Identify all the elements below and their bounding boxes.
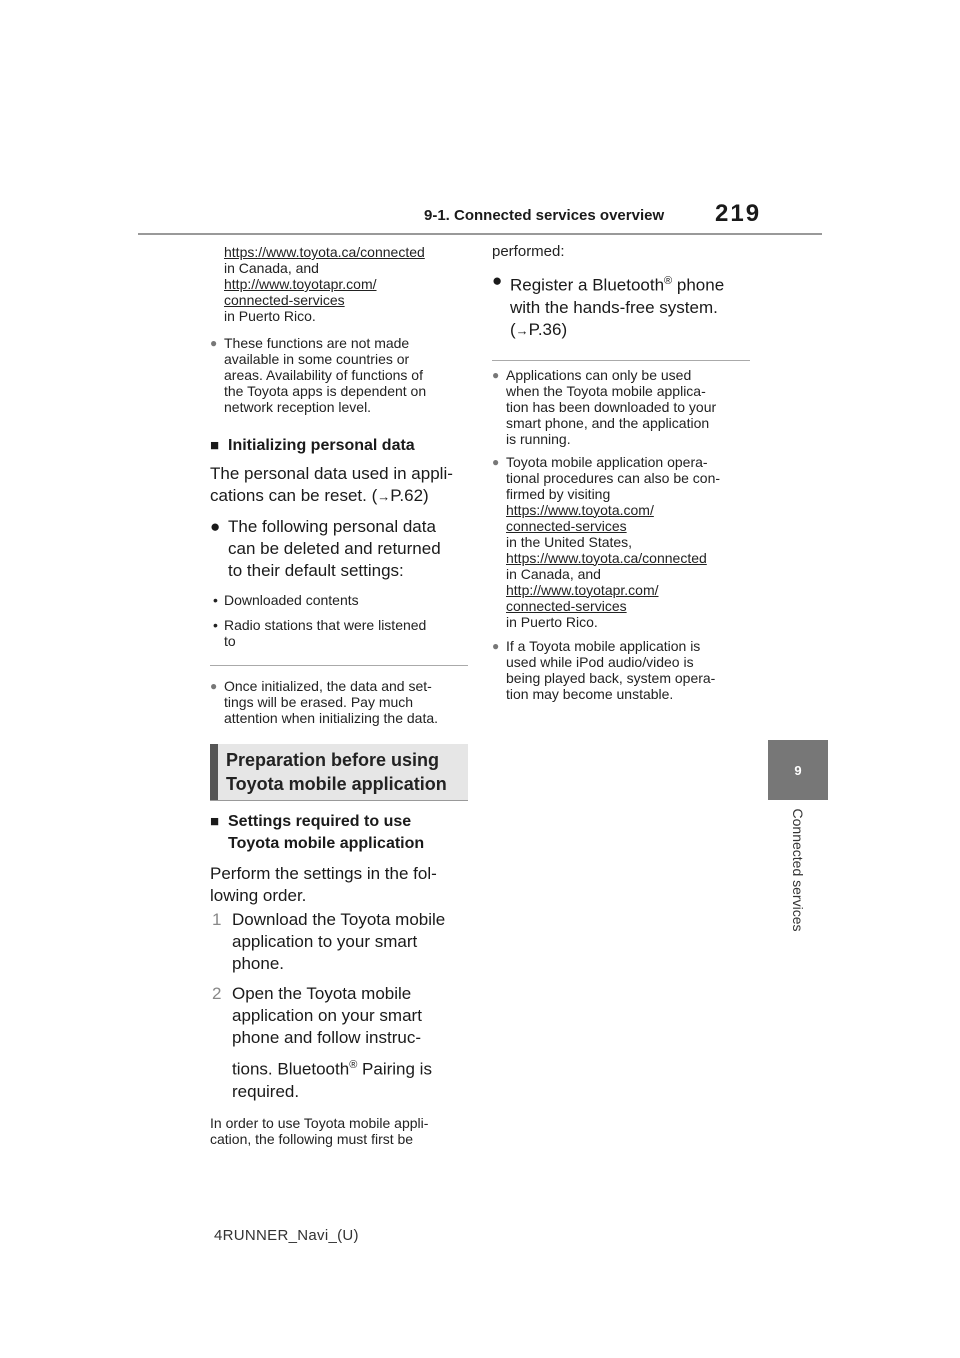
- note-divider: [210, 665, 468, 666]
- dot-icon: •: [213, 617, 218, 633]
- step-line: application on your smart: [232, 1006, 422, 1025]
- list-item: [210, 617, 472, 649]
- link-toyota-ca[interactable]: https://www.toyota.ca/connected: [224, 244, 425, 260]
- step-1: [210, 909, 472, 975]
- note-line: Applications can only be used: [506, 366, 692, 383]
- link-toyotapr-path[interactable]: connected-services: [224, 292, 345, 308]
- arrow-icon: →: [377, 489, 391, 504]
- note-procedures: [492, 454, 754, 630]
- step-line: application to your smart: [232, 932, 418, 951]
- note-line: when the Toyota mobile applica-: [506, 382, 706, 399]
- link-toyotapr[interactable]: http://www.toyotapr.com/: [224, 276, 377, 292]
- page-reference[interactable]: P.36): [528, 319, 568, 339]
- intro-block: [210, 244, 472, 324]
- chapter-tab-label: Connected services: [790, 808, 806, 932]
- note-line: in Puerto Rico.: [506, 613, 598, 630]
- note-line: in Canada, and: [506, 565, 601, 582]
- bullet-icon: ●: [210, 336, 218, 350]
- text: phone: [672, 275, 725, 295]
- note-line: smart phone, and the application: [506, 414, 710, 431]
- note-line: tion has been downloaded to your: [506, 398, 717, 415]
- list-text: Downloaded contents: [224, 592, 359, 608]
- list-item: [210, 592, 472, 608]
- note-line: tings will be erased. Pay much: [224, 694, 414, 710]
- bullet-register-bluetooth: [492, 270, 754, 342]
- left-column: [210, 244, 472, 1147]
- bullet-icon: ●: [492, 271, 503, 290]
- link-toyota-com[interactable]: https://www.toyota.com/: [506, 501, 654, 518]
- step-line: [232, 1054, 472, 1081]
- step-line: required.: [232, 1081, 300, 1101]
- link-toyotapr-path[interactable]: connected-services: [506, 597, 627, 614]
- bullet-line: to their default settings:: [228, 561, 404, 580]
- bullet-icon: ●: [210, 679, 218, 693]
- bullet-icon: ●: [492, 367, 500, 382]
- heading-text: Initializing personal data: [228, 437, 415, 454]
- dot-icon: •: [213, 592, 218, 608]
- step-2: [210, 983, 472, 1103]
- note-ipod-warning: [492, 638, 754, 702]
- text: Pairing is: [357, 1059, 432, 1079]
- bullet-icon: ●: [492, 638, 500, 653]
- note-line: attention when initializing the data.: [224, 710, 439, 726]
- text: Register a Bluetooth: [510, 275, 665, 295]
- heading-line: Toyota mobile application: [228, 835, 425, 852]
- link-toyota-ca[interactable]: https://www.toyota.ca/connected: [506, 549, 707, 566]
- note-line: in the United States,: [506, 533, 633, 550]
- section-title: 9-1. Connected services overview: [424, 207, 665, 224]
- section-underline: [210, 800, 468, 801]
- intro-text: in Canada, and: [224, 260, 319, 276]
- step-line: Open the Toyota mobile: [232, 984, 412, 1003]
- link-toyota-com-path[interactable]: connected-services: [506, 517, 627, 534]
- chapter-tab-number: [768, 740, 828, 800]
- registered-mark: ®: [664, 275, 673, 287]
- note-line: used while iPod audio/video is: [506, 653, 694, 670]
- arrow-icon: →: [515, 322, 529, 338]
- registered-mark: ®: [349, 1059, 358, 1071]
- square-bullet-icon: ■: [210, 813, 220, 830]
- paragraph-line: [210, 485, 472, 508]
- section-heading-line: Toyota mobile application: [226, 774, 447, 794]
- note-initialized: [210, 678, 472, 726]
- note-line: These functions are not made: [224, 335, 410, 351]
- bullet-line: [510, 270, 754, 297]
- square-bullet-icon: ■: [210, 437, 220, 454]
- paragraph-line: lowing order.: [210, 886, 307, 905]
- paragraph-line: cation, the following must first be: [210, 1130, 414, 1147]
- step-line: Download the Toyota mobile: [232, 910, 446, 929]
- note-app-usage: [492, 367, 754, 447]
- bullet-line: (→P.36): [510, 319, 568, 339]
- list-text: Radio stations that were listened: [224, 617, 427, 633]
- bullet-line: can be deleted and returned: [228, 539, 441, 558]
- step-line: phone.: [232, 954, 284, 973]
- bullet-personal-data: [210, 516, 472, 582]
- section-heading-line: Preparation before using: [226, 750, 440, 770]
- note-line: Once initialized, the data and set-: [224, 678, 432, 694]
- note-line: is running.: [506, 430, 571, 447]
- note-line: network reception level.: [224, 399, 372, 415]
- note-line: tion may become unstable.: [506, 685, 674, 702]
- note-line: firmed by visiting: [506, 485, 611, 502]
- paragraph-line: Perform the settings in the fol-: [210, 864, 437, 883]
- bullet-line: with the hands-free system.: [510, 297, 718, 317]
- list-text: to: [224, 633, 236, 649]
- model-code: 4RUNNER_Navi_(U): [214, 1227, 359, 1244]
- paragraph-line: In order to use Toyota mobile appli-: [210, 1114, 429, 1131]
- note-line: available in some countries or: [224, 351, 410, 367]
- paragraph-performed: performed:: [492, 243, 565, 260]
- heading-initializing: [210, 437, 472, 455]
- page-reference[interactable]: P.62): [390, 486, 429, 505]
- step-number: 1: [212, 910, 222, 929]
- paragraph-line: The personal data used in appli-: [210, 464, 453, 483]
- bullet-icon: ●: [210, 517, 221, 536]
- note-line: If a Toyota mobile application is: [506, 637, 701, 654]
- intro-text: in Puerto Rico.: [224, 308, 316, 324]
- text: cations can be reset. (: [210, 486, 378, 505]
- step-line: phone and follow instruc-: [232, 1028, 422, 1047]
- right-column: [492, 244, 754, 702]
- note-line: Toyota mobile application opera-: [506, 453, 708, 470]
- heading-line: Settings required to use: [228, 813, 412, 830]
- header-rule: [138, 233, 822, 235]
- paragraph-reset: [210, 463, 472, 508]
- heading-settings-required: [210, 811, 472, 855]
- link-toyotapr[interactable]: http://www.toyotapr.com/: [506, 581, 659, 598]
- paragraph-order: [210, 863, 472, 907]
- page-number: 219: [715, 200, 762, 227]
- text: tions. Bluetooth: [232, 1059, 350, 1079]
- step-number: 2: [212, 984, 222, 1003]
- note-line: areas. Availability of functions of: [224, 367, 423, 383]
- chapter-number: 9: [794, 762, 802, 778]
- note-availability: [210, 335, 472, 415]
- note-line: the Toyota apps is dependent on: [224, 383, 427, 399]
- note-line: being played back, system opera-: [506, 669, 716, 686]
- section-heading-preparation: [210, 744, 468, 800]
- paragraph-must-first: [210, 1115, 472, 1147]
- note-divider: [492, 360, 750, 361]
- bullet-icon: ●: [492, 454, 500, 469]
- note-line: tional procedures can also be con-: [506, 469, 721, 486]
- bullet-line: The following personal data: [228, 517, 436, 536]
